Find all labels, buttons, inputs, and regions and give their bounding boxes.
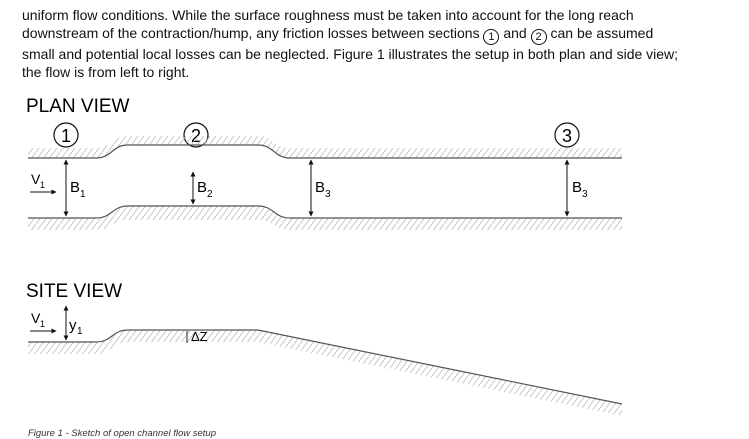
hump-label: ΔZ: [191, 329, 208, 344]
site-velocity-label: [30, 310, 56, 331]
site-bed-hatch: [28, 330, 622, 416]
svg-text:1: 1: [40, 319, 46, 329]
paragraph-line-3: small and potential local losses can be neglected. Figure 1 illustrates the setup in both plan and side view;: [22, 46, 679, 62]
plan-view-title: PLAN VIEW: [26, 96, 130, 117]
plan-top-bank-hatch: [28, 136, 622, 158]
plan-velocity-label: [30, 171, 56, 192]
width-label-b2: B: [197, 179, 208, 196]
paragraph-line-2-start: downstream of the contraction/hump, any friction losses between sections: [22, 25, 484, 41]
svg-text:2: 2: [207, 189, 213, 200]
svg-text:1: 1: [80, 189, 86, 200]
section-2-marker: 2: [531, 29, 547, 45]
section-1-marker: 1: [483, 29, 499, 45]
width-label-b3-a: B: [315, 179, 326, 196]
svg-text:V: V: [31, 171, 41, 187]
width-label-b3-b: B: [572, 179, 583, 196]
paragraph-and: and: [499, 25, 531, 41]
paragraph-line-2-end: can be assumed: [546, 25, 654, 41]
svg-text:1: 1: [40, 180, 46, 190]
paragraph-line-1: uniform flow conditions. While the surface roughness must be taken into account for the long reach: [22, 7, 634, 23]
svg-text:3: 3: [325, 189, 331, 200]
depth-label-y1: y: [69, 317, 77, 334]
section-3-label: 3: [561, 126, 573, 146]
svg-text:V: V: [31, 310, 41, 326]
width-label-b1: B: [70, 179, 81, 196]
figure-caption: Figure 1 - Sketch of open channel flow setup: [28, 428, 217, 439]
section-1-label: 1: [60, 126, 72, 146]
svg-text:1: 1: [77, 326, 83, 337]
paragraph-line-4: the flow is from left to right.: [22, 64, 190, 80]
site-view-title: SITE VIEW: [26, 281, 123, 302]
svg-text:3: 3: [582, 189, 588, 200]
